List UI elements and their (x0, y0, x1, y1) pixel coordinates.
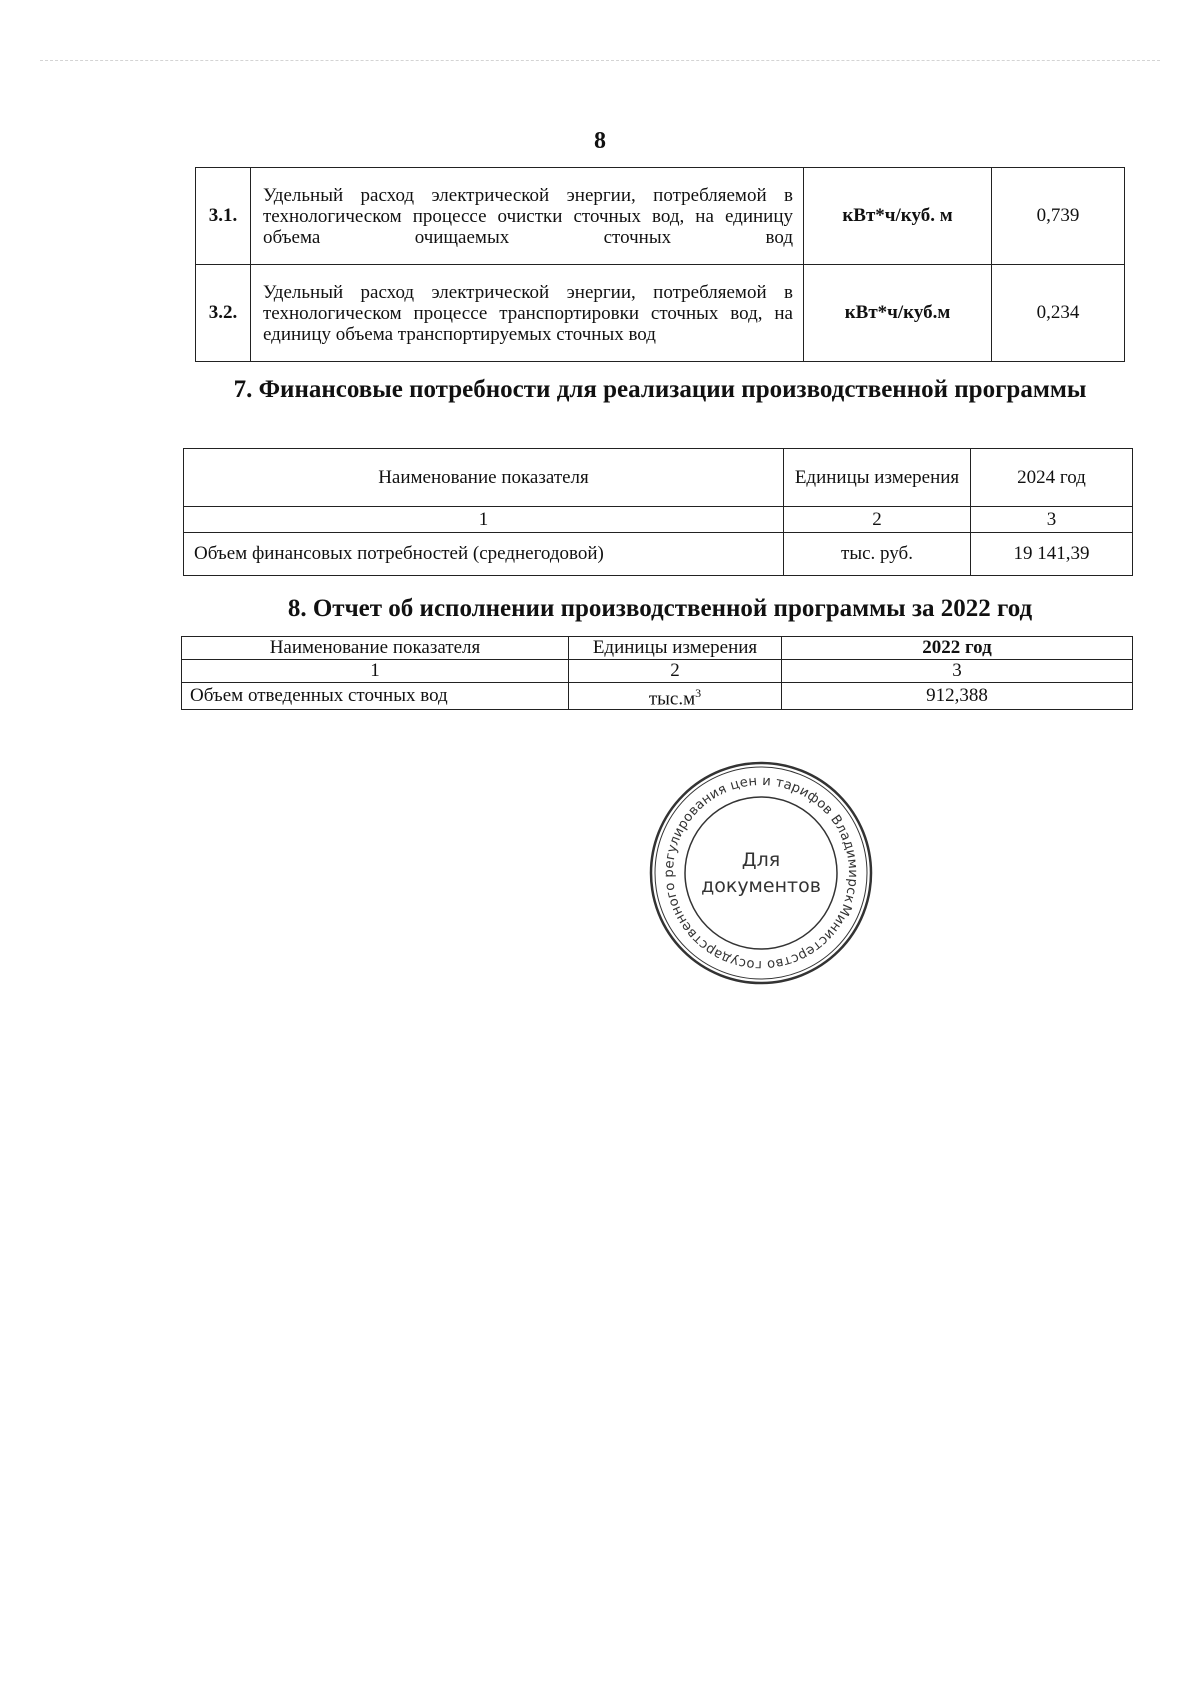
table-header-row (182, 637, 1133, 660)
index-cell: 1 (182, 660, 569, 683)
section-7-heading: 7. Финансовые потребности для реализации производственной программы (233, 376, 1087, 403)
header-name: Наименование показателя (184, 449, 784, 507)
header-unit: Единицы измерения (569, 637, 782, 660)
page-number: 8 (594, 128, 606, 154)
row-description: Удельный расход электрической энергии, потребляемой в технологическом процессе транспортировки сточных вод, на единицу объема транспортируемых сточных вод (251, 265, 804, 362)
unit-superscript: 3 (695, 686, 702, 700)
header-unit: Единицы измерения (784, 449, 971, 507)
row-unit: кВт*ч/куб. м (804, 168, 992, 265)
index-cell: 2 (569, 660, 782, 683)
financial-needs-table (183, 448, 1133, 576)
header-year: 2022 год (782, 637, 1133, 660)
table-index-row (184, 507, 1133, 533)
row-name: Объем финансовых потребностей (среднегодовой) (184, 533, 784, 576)
table-header-row (184, 449, 1133, 507)
table-row (196, 168, 1125, 265)
index-cell: 3 (971, 507, 1133, 533)
stamp-center-line2: документов (701, 875, 821, 897)
row-value: 19 141,39 (971, 533, 1133, 576)
row-number: 3.2. (196, 265, 251, 362)
section-8-heading: 8. Отчет об исполнении производственной программы за 2022 год (287, 595, 1033, 622)
row-value: 0,234 (992, 265, 1125, 362)
stamp-center-line1: Для (741, 849, 781, 871)
index-cell: 3 (782, 660, 1133, 683)
stamp-ring-text: Министерство государственного регулирования цен и тарифов Владимирск (661, 773, 861, 973)
stamp-seal-icon (646, 758, 876, 988)
unit-text: тыс.м (648, 688, 696, 710)
report-table (181, 636, 1133, 710)
row-unit (569, 683, 782, 710)
official-stamp (646, 758, 876, 988)
table-row (182, 683, 1133, 710)
row-unit: кВт*ч/куб.м (804, 265, 992, 362)
row-description: Удельный расход электрической энергии, потребляемой в технологическом процессе очистки сточных вод, на единицу объема очищаемых сточных вод (251, 168, 804, 265)
index-cell: 1 (184, 507, 784, 533)
table-index-row (182, 660, 1133, 683)
index-cell: 2 (784, 507, 971, 533)
row-value: 912,388 (782, 683, 1133, 710)
header-name: Наименование показателя (182, 637, 569, 660)
row-number: 3.1. (196, 168, 251, 265)
table-row (196, 265, 1125, 362)
row-name: Объем отведенных сточных вод (182, 683, 569, 710)
table-row (184, 533, 1133, 576)
row-value: 0,739 (992, 168, 1125, 265)
header-year: 2024 год (971, 449, 1133, 507)
row-unit: тыс. руб. (784, 533, 971, 576)
indicators-table (195, 167, 1125, 362)
scan-artifact-line (40, 60, 1160, 61)
